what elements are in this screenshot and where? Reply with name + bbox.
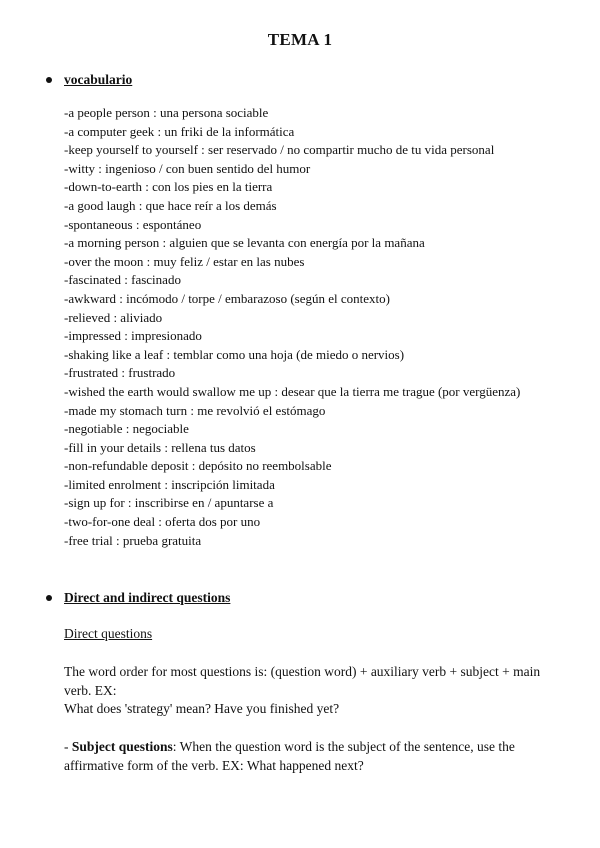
vocab-item: -sign up for : inscribirse en / apuntarse a bbox=[64, 495, 274, 511]
paragraph-line: The word order for most questions is: (question word) + auxiliary verb + subject + main verb. EX: bbox=[64, 664, 541, 698]
section-heading-questions bbox=[46, 590, 230, 606]
vocab-item: -wished the earth would swallow me up : desear que la tierra me trague (por vergüenza) bbox=[64, 383, 521, 399]
section-heading-vocabulario bbox=[46, 72, 132, 88]
vocab-item: -free trial : prueba gratuita bbox=[64, 532, 202, 548]
paragraph-subject-questions bbox=[64, 738, 544, 775]
bullet-icon bbox=[46, 77, 52, 83]
vocab-item: -impressed : impresionado bbox=[64, 328, 202, 344]
vocab-item: -relieved : aliviado bbox=[64, 309, 163, 325]
vocab-item: -a people person : una persona sociable bbox=[64, 105, 269, 120]
vocab-item: -a morning person : alguien que se levanta con energía por la mañana bbox=[64, 235, 425, 251]
vocab-item: -witty : ingenioso / con buen sentido del humor bbox=[64, 160, 311, 176]
vocab-item: -a good laugh : que hace reír a los demás bbox=[64, 197, 277, 213]
paragraph-line: What does 'strategy' mean? Have you finished yet? bbox=[64, 701, 340, 716]
paragraph-word-order bbox=[64, 663, 544, 719]
vocab-item: -two-for-one deal : oferta dos por uno bbox=[64, 514, 261, 530]
paragraph-line bbox=[64, 738, 544, 775]
vocab-item: -non-refundable deposit : depósito no reembolsable bbox=[64, 458, 332, 474]
vocab-item: -awkward : incómodo / torpe / embarazoso (según el contexto) bbox=[64, 290, 390, 306]
section-heading-label: Direct and indirect questions bbox=[64, 590, 231, 605]
vocab-item: -shaking like a leaf : temblar como una hoja (de miedo o nervios) bbox=[64, 346, 405, 362]
vocab-item: -limited enrolment : inscripción limitada bbox=[64, 476, 275, 492]
vocabulary-list bbox=[64, 104, 584, 550]
vocab-item: -fill in your details : rellena tus datos bbox=[64, 439, 256, 455]
paragraph-text: : When the question word is the subject of the sentence, use the affirmative form of the verb. EX: What happened next? bbox=[64, 739, 515, 773]
subject-questions-term: Subject questions bbox=[71, 739, 173, 754]
vocab-item: -fascinated : fascinado bbox=[64, 272, 181, 288]
section-heading-label: vocabulario bbox=[64, 72, 133, 87]
vocab-item: -keep yourself to yourself : ser reservado / no compartir mucho de tu vida personal bbox=[64, 142, 495, 158]
vocab-item: -made my stomach turn : me revolvió el estómago bbox=[64, 402, 326, 418]
subheading-direct-questions: Direct questions bbox=[64, 626, 153, 641]
page-title: TEMA 1 bbox=[267, 30, 333, 49]
vocab-item: -over the moon : muy feliz / estar en las nubes bbox=[64, 253, 305, 269]
bullet-icon bbox=[46, 595, 52, 601]
paragraph-prefix: - bbox=[64, 739, 72, 754]
vocab-item: -negotiable : negociable bbox=[64, 421, 189, 437]
vocab-item: -a computer geek : un friki de la informática bbox=[64, 123, 295, 139]
vocab-item: -frustrated : frustrado bbox=[64, 365, 176, 381]
vocab-item: -spontaneous : espontáneo bbox=[64, 216, 202, 232]
vocab-item: -down-to-earth : con los pies en la tierra bbox=[64, 179, 273, 195]
